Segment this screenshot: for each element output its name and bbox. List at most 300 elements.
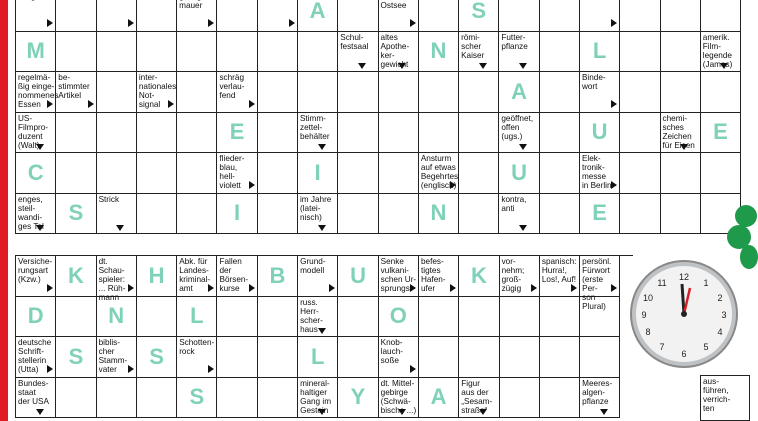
clue-text: geöffnet, offen (ugs.) [501,113,534,141]
clue-cell[interactable] [338,72,378,113]
crossword-grid-top [15,0,741,234]
arrow-icon [398,63,406,69]
clue-cell[interactable] [16,0,56,32]
arrow-icon [249,181,255,189]
solution-letter: K [470,262,487,288]
solution-cell[interactable] [499,153,539,194]
solution-letter: D [27,303,44,329]
clue-cell[interactable] [56,72,96,113]
clue-cell[interactable] [97,153,137,194]
solution-letter: U [350,262,366,288]
clue-text: amerik. Film- legende (James) [702,32,733,69]
arrow-icon [208,365,214,373]
solution-letter: N [430,38,447,64]
arrow-icon [398,409,406,415]
clue-text: Versiche- rungsart (Kzw.) [18,257,53,284]
clue-cell[interactable] [137,0,177,32]
solution-letter: I [233,200,241,226]
arrow-icon [168,100,174,108]
solution-letter: H [148,262,165,288]
clue-cell[interactable] [177,0,217,32]
solution-cell[interactable] [16,32,56,73]
clue-cell[interactable] [177,337,217,378]
solution-cell[interactable] [580,194,620,235]
left-red-border [0,0,8,421]
grid-row [16,113,741,154]
clue-cell[interactable] [338,297,378,338]
clue-cell[interactable] [16,194,56,235]
solution-cell[interactable] [177,378,217,419]
clue-cell[interactable] [379,378,419,419]
arrow-icon [128,284,134,292]
solution-letter: S [149,343,164,369]
solution-letter: U [591,119,608,145]
solution-letter: O [389,303,407,329]
clue-cell[interactable] [499,0,539,32]
svg-text:6: 6 [681,349,687,359]
clue-cell[interactable] [540,72,580,113]
clue-cell[interactable] [701,72,741,113]
arrow-icon [519,63,527,69]
arrow-icon [600,409,608,415]
clue-cell[interactable] [661,113,701,154]
clue-text: Schul- festsaal [340,32,369,51]
clue-cell[interactable] [338,113,378,154]
solution-cell[interactable] [419,378,459,419]
arrow-icon [479,63,487,69]
solution-cell[interactable] [298,0,338,32]
clue-cell[interactable] [379,256,419,297]
arrow-icon [249,100,255,108]
solution-cell[interactable] [338,256,378,297]
clue-cell[interactable] [661,32,701,73]
solution-letter: A [511,78,527,104]
clue-text: dt. Schau- spieler: ... Rüh- mann [98,257,126,302]
solution-letter: Y [350,384,366,410]
arrow-icon [36,144,44,150]
clue-cell[interactable] [580,72,620,113]
svg-text:5: 5 [703,342,709,352]
clue-text: altes Apothe- ker- gewicht [380,32,410,69]
clue-cell[interactable] [459,337,499,378]
clover-decoration [740,245,758,269]
clue-text: biblis- cher Stamm- vater [98,338,128,374]
clue-cell[interactable] [620,72,660,113]
arrow-icon [329,284,335,292]
clue-cell[interactable] [258,153,298,194]
clue-text: enges, steil- wandi- ges Tal [18,194,44,231]
arrow-icon [519,144,527,150]
arrow-icon [611,100,617,108]
clue-cell[interactable] [661,194,701,235]
clue-cell[interactable] [580,297,620,338]
clue-cell[interactable] [16,337,56,378]
clue-cell[interactable] [258,297,298,338]
arrow-icon [479,409,487,415]
clue-cell[interactable] [580,337,620,378]
clue-cell[interactable] [379,113,419,154]
solution-cell[interactable] [580,32,620,73]
clue-cell[interactable] [16,256,56,297]
arrow-icon [289,19,295,27]
solution-cell[interactable] [419,32,459,73]
clue-cell[interactable] [258,72,298,113]
clue-text: dt. Mittel- gebirge (Schwä- bische ...) [380,378,417,415]
clue-text: regelmä- ßig einge- nommenes Essen [18,73,59,109]
arrow-icon [611,19,617,27]
clue-text: Knob- lauch- soße [380,338,403,365]
clue-cell[interactable] [661,153,701,194]
arrow-icon [47,100,53,108]
clue-text: Meeres- algen- pflanze [582,378,613,406]
clue-text: kontra, anti [501,194,527,213]
solution-cell[interactable] [177,297,217,338]
solution-cell[interactable] [16,297,56,338]
clue-cell[interactable] [500,337,540,378]
clue-cell[interactable] [499,32,539,73]
clue-text: vor- nehm; groß- zügig [501,257,525,293]
clue-text: Stimm- zettel- behälter [299,113,330,141]
clue-text: Strick [98,194,120,204]
svg-text:11: 11 [657,278,667,288]
clue-cell[interactable] [97,194,137,235]
solution-cell[interactable] [459,256,499,297]
clue-cell[interactable] [298,194,338,235]
clue-cell[interactable] [540,113,580,154]
clue-cell[interactable] [298,72,338,113]
clue-cell[interactable] [258,32,298,73]
clue-cell[interactable] [500,297,540,338]
clock-face [636,266,732,362]
arrow-icon [410,284,416,292]
solution-cell[interactable] [56,256,96,297]
solution-cell[interactable] [338,378,378,419]
clue-cell[interactable] [97,256,137,302]
grid-row [16,32,741,73]
clue-cell[interactable] [661,72,701,113]
clue-cell[interactable] [500,256,540,297]
clue-cell[interactable] [298,256,338,297]
clue-cell[interactable] [379,0,419,32]
solution-cell[interactable] [217,194,257,235]
clue-cell[interactable] [338,194,378,235]
clue-cell[interactable] [499,194,539,235]
clue-cell[interactable] [580,378,620,419]
grid-row [16,337,633,378]
clue-text [18,0,43,1]
svg-text:1: 1 [703,278,709,288]
clue-cell[interactable] [97,337,137,378]
arrow-icon [720,63,728,69]
solution-cell[interactable] [137,256,177,297]
svg-text:10: 10 [642,293,654,303]
clue-cell[interactable] [217,72,257,113]
clue-cell[interactable] [137,32,177,73]
clue-cell[interactable] [419,113,459,154]
clue-cell[interactable] [16,113,56,154]
clue-cell[interactable] [620,0,660,32]
clue-text [99,0,133,1]
solution-letter: K [68,262,84,288]
clue-cell[interactable] [540,32,580,73]
solution-letter: I [314,159,321,185]
grid-row [16,0,741,32]
clue-cell[interactable] [419,0,459,32]
solution-cell[interactable] [298,337,338,378]
arrow-icon [128,365,134,373]
solution-letter: E [229,119,245,145]
arrow-icon [410,19,416,27]
clover-decoration [735,205,757,227]
solution-letter: U [511,159,527,185]
solution-cell[interactable] [137,337,177,378]
clue-cell[interactable] [540,297,580,338]
clue-cell[interactable] [459,113,499,154]
solution-cell[interactable] [499,72,539,113]
arrow-icon [47,365,53,373]
arrow-icon [611,181,617,189]
clue-cell[interactable] [338,153,378,194]
clue-cell[interactable] [177,32,217,73]
clue-cell[interactable] [540,194,580,235]
solution-letter: L [592,38,607,64]
clue-cell[interactable] [177,113,217,154]
clue-text: inter- nationales Not- signal [138,73,177,109]
clue-cell[interactable] [419,256,459,297]
clue-cell-extra [700,375,750,421]
clue-cell[interactable] [620,194,660,235]
clue-cell[interactable] [298,378,338,419]
clue-cell[interactable] [298,32,338,73]
clue-cell[interactable] [459,72,499,113]
clue-cell[interactable] [338,32,378,73]
clue-cell[interactable] [540,153,580,194]
clue-cell[interactable] [459,378,499,419]
clue-cell[interactable] [137,297,177,338]
clue-text: persönl. Fürwort (erste Per- son Plural) [582,257,612,311]
clue-cell[interactable] [338,337,378,378]
clue-cell[interactable] [97,32,137,73]
solution-cell[interactable] [97,297,137,338]
clue-cell[interactable] [580,0,620,32]
clue-text: Binde- wort [581,73,606,91]
clue-cell[interactable] [258,0,298,32]
solution-cell[interactable] [56,194,96,235]
arrow-icon [318,144,326,150]
clue-cell[interactable] [258,378,298,419]
arrow-icon [611,284,617,292]
clue-text: im Jahre (latei- nisch) [299,194,332,222]
clue-cell[interactable] [56,153,96,194]
solution-letter: L [311,343,325,369]
clue-cell[interactable] [56,32,96,73]
clue-text: mauer [179,1,203,10]
clue-cell[interactable] [379,72,419,113]
clue-cell[interactable] [459,194,499,235]
clue-text: Elek- tronik- messe in Berlin [581,154,612,190]
solution-letter: S [68,200,84,226]
solution-cell[interactable] [419,194,459,235]
clue-cell[interactable] [580,256,620,311]
clue-cell[interactable] [500,378,540,419]
clue-cell[interactable] [661,0,701,32]
clue-cell[interactable] [379,194,419,235]
clue-cell[interactable] [419,297,459,338]
clue-cell[interactable] [217,153,257,194]
arrow-icon [519,225,527,231]
solution-cell[interactable] [701,113,741,154]
clue-cell[interactable] [97,113,137,154]
clue-cell[interactable] [379,337,419,378]
svg-text:12: 12 [678,272,690,282]
solution-letter: E [592,200,607,226]
clue-cell[interactable] [459,153,499,194]
svg-text:7: 7 [659,342,665,352]
solution-letter: B [269,262,286,288]
solution-cell[interactable] [258,256,298,297]
clue-cell[interactable] [620,113,660,154]
clue-cell[interactable] [459,297,499,338]
clue-cell[interactable] [540,0,580,32]
clue-cell[interactable] [177,194,217,235]
clue-cell[interactable] [56,297,96,338]
solution-cell[interactable] [459,0,499,32]
clue-text: chemi- sches Zeichen für Eisen [662,113,695,150]
clock-icon [632,262,736,366]
clue-cell[interactable] [701,0,741,32]
clue-cell[interactable] [16,378,56,419]
arrow-icon [116,225,124,231]
clue-cell[interactable] [137,378,177,419]
solution-letter: S [471,0,487,23]
arrow-icon [318,225,326,231]
clue-cell[interactable] [258,337,298,378]
arrow-icon [249,284,255,292]
solution-cell[interactable] [217,113,257,154]
clue-cell[interactable] [97,0,137,32]
clue-text: US- Filmpro- duzent (Walt) [18,113,49,150]
arrow-icon [450,181,456,189]
clue-cell[interactable] [540,337,580,378]
solution-cell[interactable] [56,337,96,378]
solution-cell[interactable] [16,153,56,194]
clue-text: Abk. für Landes- kriminal- amt [179,257,211,293]
clue-cell[interactable] [379,32,419,73]
clue-cell[interactable] [379,153,419,194]
svg-text:2: 2 [717,293,723,303]
svg-text:8: 8 [645,327,651,337]
clue-cell[interactable] [298,297,338,338]
clue-cell[interactable] [56,378,96,419]
clue-cell[interactable] [459,32,499,73]
clue-text: Ostsee [380,1,407,10]
clue-text: be- stimmter Artikel [58,73,90,100]
grid-row [16,72,741,113]
solution-cell[interactable] [298,153,338,194]
clue-cell[interactable] [701,153,741,194]
arrow-icon [318,409,326,415]
clue-cell[interactable] [540,378,580,419]
clue-text: flieder- blau, hell- violett [219,154,245,190]
clue-cell[interactable] [137,153,177,194]
arrow-icon [128,19,134,27]
solution-cell[interactable] [379,297,419,338]
clue-text: aus- führen, verrich- ten [703,377,731,413]
clue-cell[interactable] [217,297,257,338]
arrow-icon [88,100,94,108]
clue-text: Senke vulkani- schen Ur- sprungs [380,257,417,293]
crossword-grid-bottom [15,255,633,418]
arrow-icon [47,19,53,27]
clue-text [260,0,290,1]
arrow-icon [531,284,537,292]
grid-row [16,378,633,419]
clue-cell[interactable] [217,378,257,419]
solution-cell[interactable] [580,113,620,154]
clue-cell[interactable] [499,113,539,154]
arrow-icon [450,284,456,292]
clue-cell[interactable] [298,113,338,154]
clue-cell[interactable] [217,256,257,297]
clue-text: römi- scher Kaiser [461,32,485,60]
clue-cell[interactable] [701,32,741,73]
clue-cell[interactable] [338,0,378,32]
clue-cell[interactable] [580,153,620,194]
clue-cell[interactable] [177,72,217,113]
svg-text:9: 9 [641,310,647,320]
clue-text: Ansturm auf etwas Begehrtes (englisch) [420,154,459,190]
clue-cell[interactable] [137,72,177,113]
clue-cell[interactable] [419,153,459,194]
clue-cell[interactable] [16,72,59,113]
clue-cell[interactable] [177,153,217,194]
clue-cell[interactable] [258,113,298,154]
clue-text: schräg verlau- fend [219,73,245,100]
clue-cell[interactable] [258,194,298,235]
clue-text: russ. Herr- scher- haus [300,297,323,334]
grid-row [16,256,633,311]
clue-cell[interactable] [620,32,660,73]
solution-letter: A [430,384,447,410]
clue-text: mineral- haltiger Gang im Gestein [300,378,332,415]
clue-cell[interactable] [137,194,177,235]
clue-text [582,0,605,1]
clue-cell[interactable] [97,72,137,113]
grid-row [16,194,741,235]
solution-letter: C [27,159,44,185]
clue-cell[interactable] [56,0,96,32]
clue-cell[interactable] [419,72,459,113]
solution-letter: E [713,119,728,145]
grid-row [16,297,633,338]
clue-cell[interactable] [540,256,580,297]
clue-cell[interactable] [217,32,257,73]
clue-cell[interactable] [217,337,257,378]
svg-text:4: 4 [717,327,723,337]
clue-cell[interactable] [97,378,137,419]
clue-text: Figur aus der „Sesam- straße“ [461,378,493,415]
clue-cell[interactable] [56,113,96,154]
clue-text: Futter- pflanze [501,32,528,51]
clue-cell[interactable] [620,153,660,194]
arrow-icon [208,284,214,292]
clue-cell[interactable] [419,337,459,378]
solution-letter: S [68,343,84,369]
clue-cell[interactable] [177,256,217,297]
clue-cell[interactable] [137,113,177,154]
clue-cell[interactable] [217,0,257,32]
solution-letter: N [108,303,125,329]
